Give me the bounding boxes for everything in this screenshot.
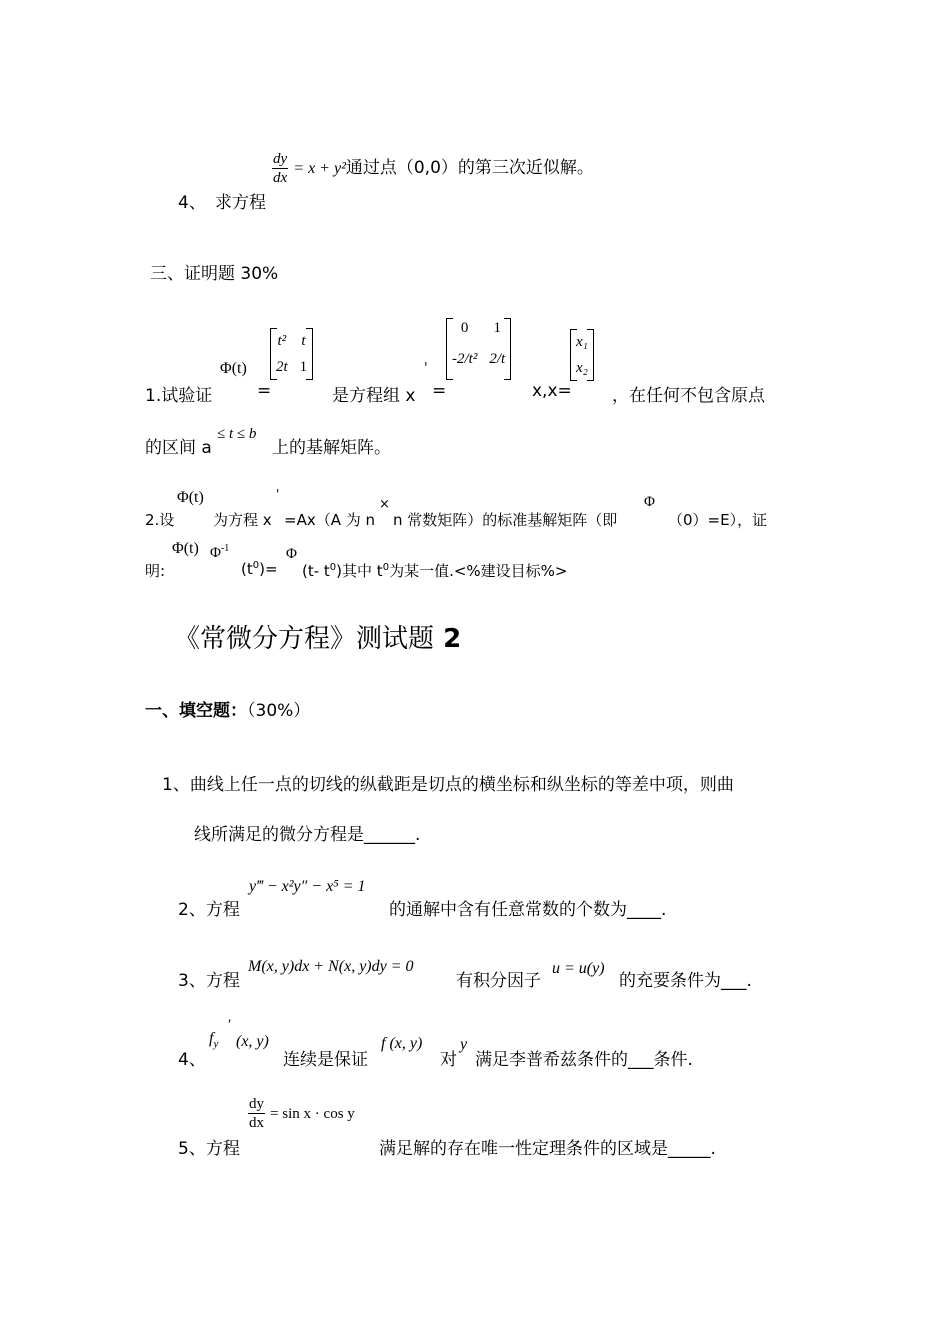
p2-text1: 为方程 x [213, 511, 272, 529]
m-cell: 1 [493, 319, 501, 336]
p1-line2b: 上的基解矩阵。 [272, 438, 391, 458]
p2-eq: )= [259, 560, 278, 578]
p2-text4: （0）=E），证 [668, 511, 768, 529]
p1-line2a: 的区间 a [145, 438, 212, 458]
p2-prime: ' [276, 487, 280, 501]
p1-matrix-phi [270, 328, 313, 380]
p2-line2-rest [302, 560, 567, 581]
item3-rest: 的充要条件为___. [619, 971, 752, 991]
bracket-right [504, 318, 511, 380]
m-cell: 2/t [489, 350, 506, 367]
p1-end: ，在任何不包含原点 [612, 386, 765, 406]
item4-y: y [460, 1036, 468, 1053]
p2-t0a: (t [241, 560, 253, 578]
title-number: 2 [434, 624, 462, 654]
p1-vector-x [570, 329, 594, 381]
item3-mid: 有积分因子 [456, 971, 541, 991]
q4-formula [272, 150, 594, 187]
item5-eq: = sin x · cos y [270, 1106, 355, 1122]
m-cell: -2/t² [452, 350, 478, 367]
m-cell: x₁ [576, 333, 588, 350]
item5-formula [248, 1095, 355, 1132]
p1-prime: ' [424, 361, 428, 376]
item4-label: 4、 [178, 1050, 206, 1070]
section3-title: 三、证明题 30% [150, 264, 279, 284]
p1-eq: = [257, 381, 272, 401]
p2-phiinv-exp: -1 [220, 543, 230, 554]
item4-f: f [209, 1030, 214, 1047]
p2-arg: (t- t [302, 562, 330, 580]
m-cell: 0 [460, 319, 469, 336]
page-title [174, 618, 461, 655]
title-text: 《常微分方程》测试题 2 [174, 624, 462, 654]
item1-line2: 线所满足的微分方程是______. [194, 825, 421, 845]
p1-eq2: = [432, 381, 447, 401]
p1-phi: Φ(t) [220, 360, 247, 377]
item5-num: dy [249, 1096, 264, 1112]
q4-frac-den: dx [273, 170, 288, 186]
item3-eq: M(x, y)dx + N(x, y)dy = 0 [248, 958, 414, 975]
item5-den: dx [249, 1115, 264, 1131]
m-cell: 2t [276, 358, 288, 375]
bracket-right [587, 329, 594, 381]
p2-close: )其中 t [336, 562, 383, 580]
q4-label: 求方程 [215, 193, 266, 213]
bracket-left [446, 318, 453, 380]
p2-line2-t0 [241, 560, 278, 578]
q4-number: 4、 [178, 193, 206, 213]
item4-dui: 对 [440, 1050, 457, 1070]
item2-label: 2、方程 [178, 900, 240, 920]
item3-label: 3、方程 [178, 971, 240, 991]
bracket-right [306, 328, 313, 380]
m-cell: x₂ [576, 359, 588, 376]
item3-eq2: u = u(y) [552, 960, 605, 977]
item5-label: 5、方程 [178, 1139, 240, 1159]
q4-frac-num: dy [273, 151, 288, 167]
p2-phi: Φ(t) [177, 489, 204, 506]
q4-rest: 通过点（0,0）的第三次近似解。 [345, 158, 594, 178]
bracket-left [570, 329, 577, 381]
m-cell: 1 [299, 358, 308, 375]
item4-mid: 连续是保证 [283, 1050, 368, 1070]
section1-score: （30%） [247, 701, 311, 721]
p2-times: × [379, 497, 390, 512]
section1-title [145, 696, 310, 721]
p2-end: 为某一值.<%建设目标%> [389, 562, 568, 580]
item4-rest: 满足李普希兹条件的___条件. [475, 1050, 693, 1070]
p2-line2-phiinv [210, 543, 229, 562]
item4-fy [209, 1030, 218, 1050]
p2-line2-start: 明: [145, 562, 166, 580]
p2-sup0c: 0 [382, 562, 390, 573]
item4-sub: y [213, 1038, 219, 1051]
p2-text3: n 常数矩阵）的标准基解矩阵（即 [393, 511, 618, 529]
m-cell: t [301, 332, 306, 349]
item2-rest: 的通解中含有任意常数的个数为____. [389, 900, 667, 920]
p2-line2-phi3: Φ [286, 546, 297, 562]
item1-line1: 1、曲线上任一点的切线的纵截距是切点的横坐标和纵坐标的等差中项，则曲 [162, 775, 734, 795]
p2-line2-phi: Φ(t) [172, 540, 199, 557]
p2-text2: =Ax（A 为 n [284, 511, 376, 529]
p2-phiinv-base: Φ [210, 545, 221, 561]
item5-rest: 满足解的存在唯一性定理条件的区域是_____. [379, 1139, 716, 1159]
m-cell: t² [277, 332, 287, 349]
p2-sup0: 0 [252, 560, 260, 571]
q4-equation: = x + y² [293, 160, 346, 177]
item4-prime: ′ [228, 1017, 232, 1033]
bracket-left [270, 328, 277, 380]
p1-mid: 是方程组 x [332, 386, 416, 406]
p2-sup0b: 0 [329, 562, 337, 573]
p2-phi2: Φ [644, 494, 655, 510]
p1-matrix-a [446, 318, 511, 380]
item4-args: (x, y) [236, 1033, 269, 1050]
item4-eq: f (x, y) [381, 1035, 423, 1052]
item2-eq: y‴ − x²y″ − x⁵ = 1 [249, 878, 366, 895]
p1-ineq: ≤ t ≤ b [217, 426, 257, 442]
section1-label: 一、填空题： [145, 701, 247, 721]
p1-start: 1.试验证 [145, 386, 213, 406]
p2-start: 2.设 [145, 511, 175, 529]
p1-xpart: x,x= [532, 381, 572, 401]
